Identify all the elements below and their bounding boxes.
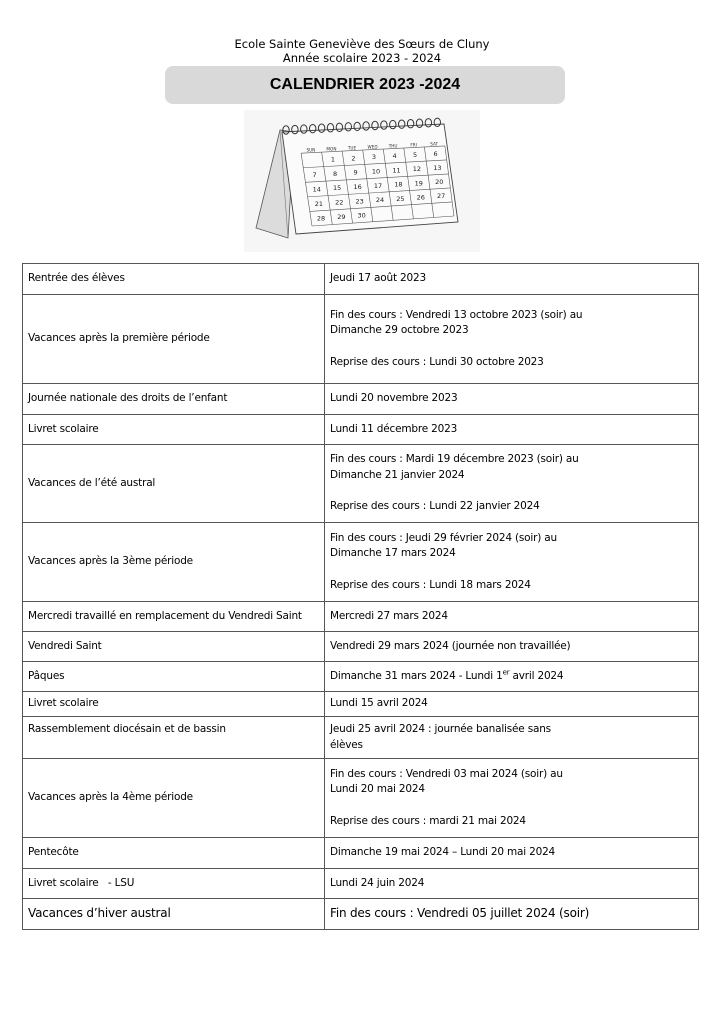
event-cell: Rassemblement diocésain et de bassin: [23, 717, 325, 759]
calendar-table: [22, 263, 699, 930]
day-number: 11: [392, 166, 401, 175]
day-header: SAT: [430, 141, 439, 147]
school-name: Ecole Sainte Geneviève des Sœurs de Cluny: [234, 37, 490, 51]
day-number: 27: [436, 192, 446, 201]
table-row: [23, 759, 699, 838]
day-number: 25: [396, 194, 405, 203]
table-row: [23, 415, 699, 445]
day-number: 1: [330, 155, 336, 164]
day-number: 3: [371, 153, 377, 162]
event-cell: Livret scolaire: [23, 415, 325, 445]
date-cell: Jeudi 17 août 2023: [325, 264, 699, 295]
date-superscript: er: [502, 668, 510, 677]
event-cell: Rentrée des élèves: [23, 264, 325, 295]
date-cell: [325, 662, 699, 692]
date-line: Jeudi 25 avril 2024 : journée banalisée sans: [330, 723, 551, 735]
day-number: 15: [333, 184, 342, 193]
day-number: 14: [312, 185, 321, 194]
table-row: [23, 384, 699, 415]
date-cell: Lundi 24 juin 2024: [325, 869, 699, 899]
day-number: 22: [335, 198, 344, 207]
date-cell: [325, 523, 699, 602]
event-cell: Mercredi travaillé en remplacement du Vendredi Saint: [23, 602, 325, 632]
event-cell: Vacances de l’été austral: [23, 445, 325, 523]
day-number: 9: [353, 168, 358, 177]
table-row: [23, 692, 699, 717]
day-number: 21: [314, 200, 324, 209]
date-line: Dimanche 29 octobre 2023: [330, 324, 469, 337]
day-number: 28: [316, 214, 326, 223]
day-number: 6: [433, 149, 438, 158]
day-number: 18: [394, 180, 403, 189]
school-year: Année scolaire 2023 - 2024: [282, 51, 442, 65]
day-header: WED: [367, 144, 378, 150]
date-cell: Mercredi 27 mars 2024: [325, 602, 699, 632]
date-cell: [325, 759, 699, 838]
resume-line: Reprise des cours : Lundi 18 mars 2024: [330, 578, 531, 591]
date-line: Fin des cours : Jeudi 29 février 2024 (soir) au: [330, 531, 557, 544]
date-line: Dimanche 17 mars 2024: [330, 547, 456, 560]
date-cell: [325, 445, 699, 523]
day-number: 12: [412, 165, 422, 174]
date-line: Lundi 20 mai 2024: [330, 783, 425, 796]
day-number: 20: [435, 178, 444, 187]
table-row: [23, 899, 699, 930]
table-row: [23, 838, 699, 869]
date-text: avril 2024: [509, 669, 564, 682]
day-header: MON: [326, 146, 337, 152]
date-line: Fin des cours : Mardi 19 décembre 2023 (soir) au: [330, 453, 579, 466]
table-row: [23, 717, 699, 759]
day-number: 19: [414, 179, 423, 188]
event-cell: Vacances après la première période: [23, 295, 325, 384]
table-row: [23, 869, 699, 899]
day-number: 7: [312, 170, 317, 179]
table-row: [23, 602, 699, 632]
date-cell: Lundi 11 décembre 2023: [325, 415, 699, 445]
day-number: 16: [353, 183, 362, 192]
day-number: 4: [392, 152, 397, 161]
resume-line: Reprise des cours : Lundi 30 octobre 2023: [330, 355, 544, 368]
table-row: [23, 523, 699, 602]
day-header: THU: [388, 143, 398, 149]
date-text: Dimanche 31 mars 2024 - Lundi 1: [330, 669, 503, 682]
day-header: SUN: [306, 147, 316, 153]
day-number: 23: [355, 197, 364, 206]
day-number: 2: [351, 154, 356, 163]
event-cell: Journée nationale des droits de l’enfant: [23, 384, 325, 415]
resume-line: Reprise des cours : Lundi 22 janvier 2024: [330, 500, 540, 513]
event-cell: Livret scolaire: [23, 692, 325, 717]
page-title: CALENDRIER 2023 -2024: [269, 76, 461, 93]
date-cell: Lundi 20 novembre 2023: [325, 384, 699, 415]
table-row: [23, 445, 699, 523]
desk-calendar-illustration: [244, 110, 480, 252]
table-row: [23, 662, 699, 692]
event-cell: Pâques: [23, 662, 325, 692]
date-line: Fin des cours : Vendredi 13 octobre 2023 (soir) au: [330, 308, 583, 321]
day-number: 26: [416, 193, 425, 202]
date-line: élèves: [330, 738, 363, 751]
table-row: [23, 632, 699, 662]
event-cell: Vacances d’hiver austral: [23, 899, 325, 930]
resume-line: Reprise des cours : mardi 21 mai 2024: [330, 814, 526, 827]
event-cell: Pentecôte: [23, 838, 325, 869]
date-cell: [325, 295, 699, 384]
day-number: 10: [371, 167, 381, 176]
date-cell: Dimanche 19 mai 2024 – Lundi 20 mai 2024: [325, 838, 699, 869]
event-cell: Vacances après la 3ème période: [23, 523, 325, 602]
title-banner: [165, 66, 565, 104]
day-number: 29: [337, 213, 346, 222]
day-header: TUE: [347, 145, 357, 151]
day-number: 5: [412, 151, 418, 160]
date-cell: [325, 717, 699, 759]
day-number: 13: [433, 164, 442, 173]
day-number: 24: [375, 196, 385, 205]
event-cell: Vendredi Saint: [23, 632, 325, 662]
date-line: Dimanche 21 janvier 2024: [330, 468, 465, 481]
date-cell: Lundi 15 avril 2024: [325, 692, 699, 717]
day-header: FRI: [410, 142, 417, 148]
day-number: 17: [373, 181, 383, 190]
event-cell: Livret scolaire - LSU: [23, 869, 325, 899]
table-row: [23, 264, 699, 295]
day-number: 8: [332, 169, 338, 178]
event-cell: Vacances après la 4ème période: [23, 759, 325, 838]
date-line: Fin des cours : Vendredi 03 mai 2024 (soir) au: [330, 767, 563, 780]
table-row: [23, 295, 699, 384]
date-cell: Vendredi 29 mars 2024 (journée non travaillée): [325, 632, 699, 662]
day-number: 30: [357, 211, 366, 220]
date-cell: Fin des cours : Vendredi 05 juillet 2024 (soir): [325, 899, 699, 930]
